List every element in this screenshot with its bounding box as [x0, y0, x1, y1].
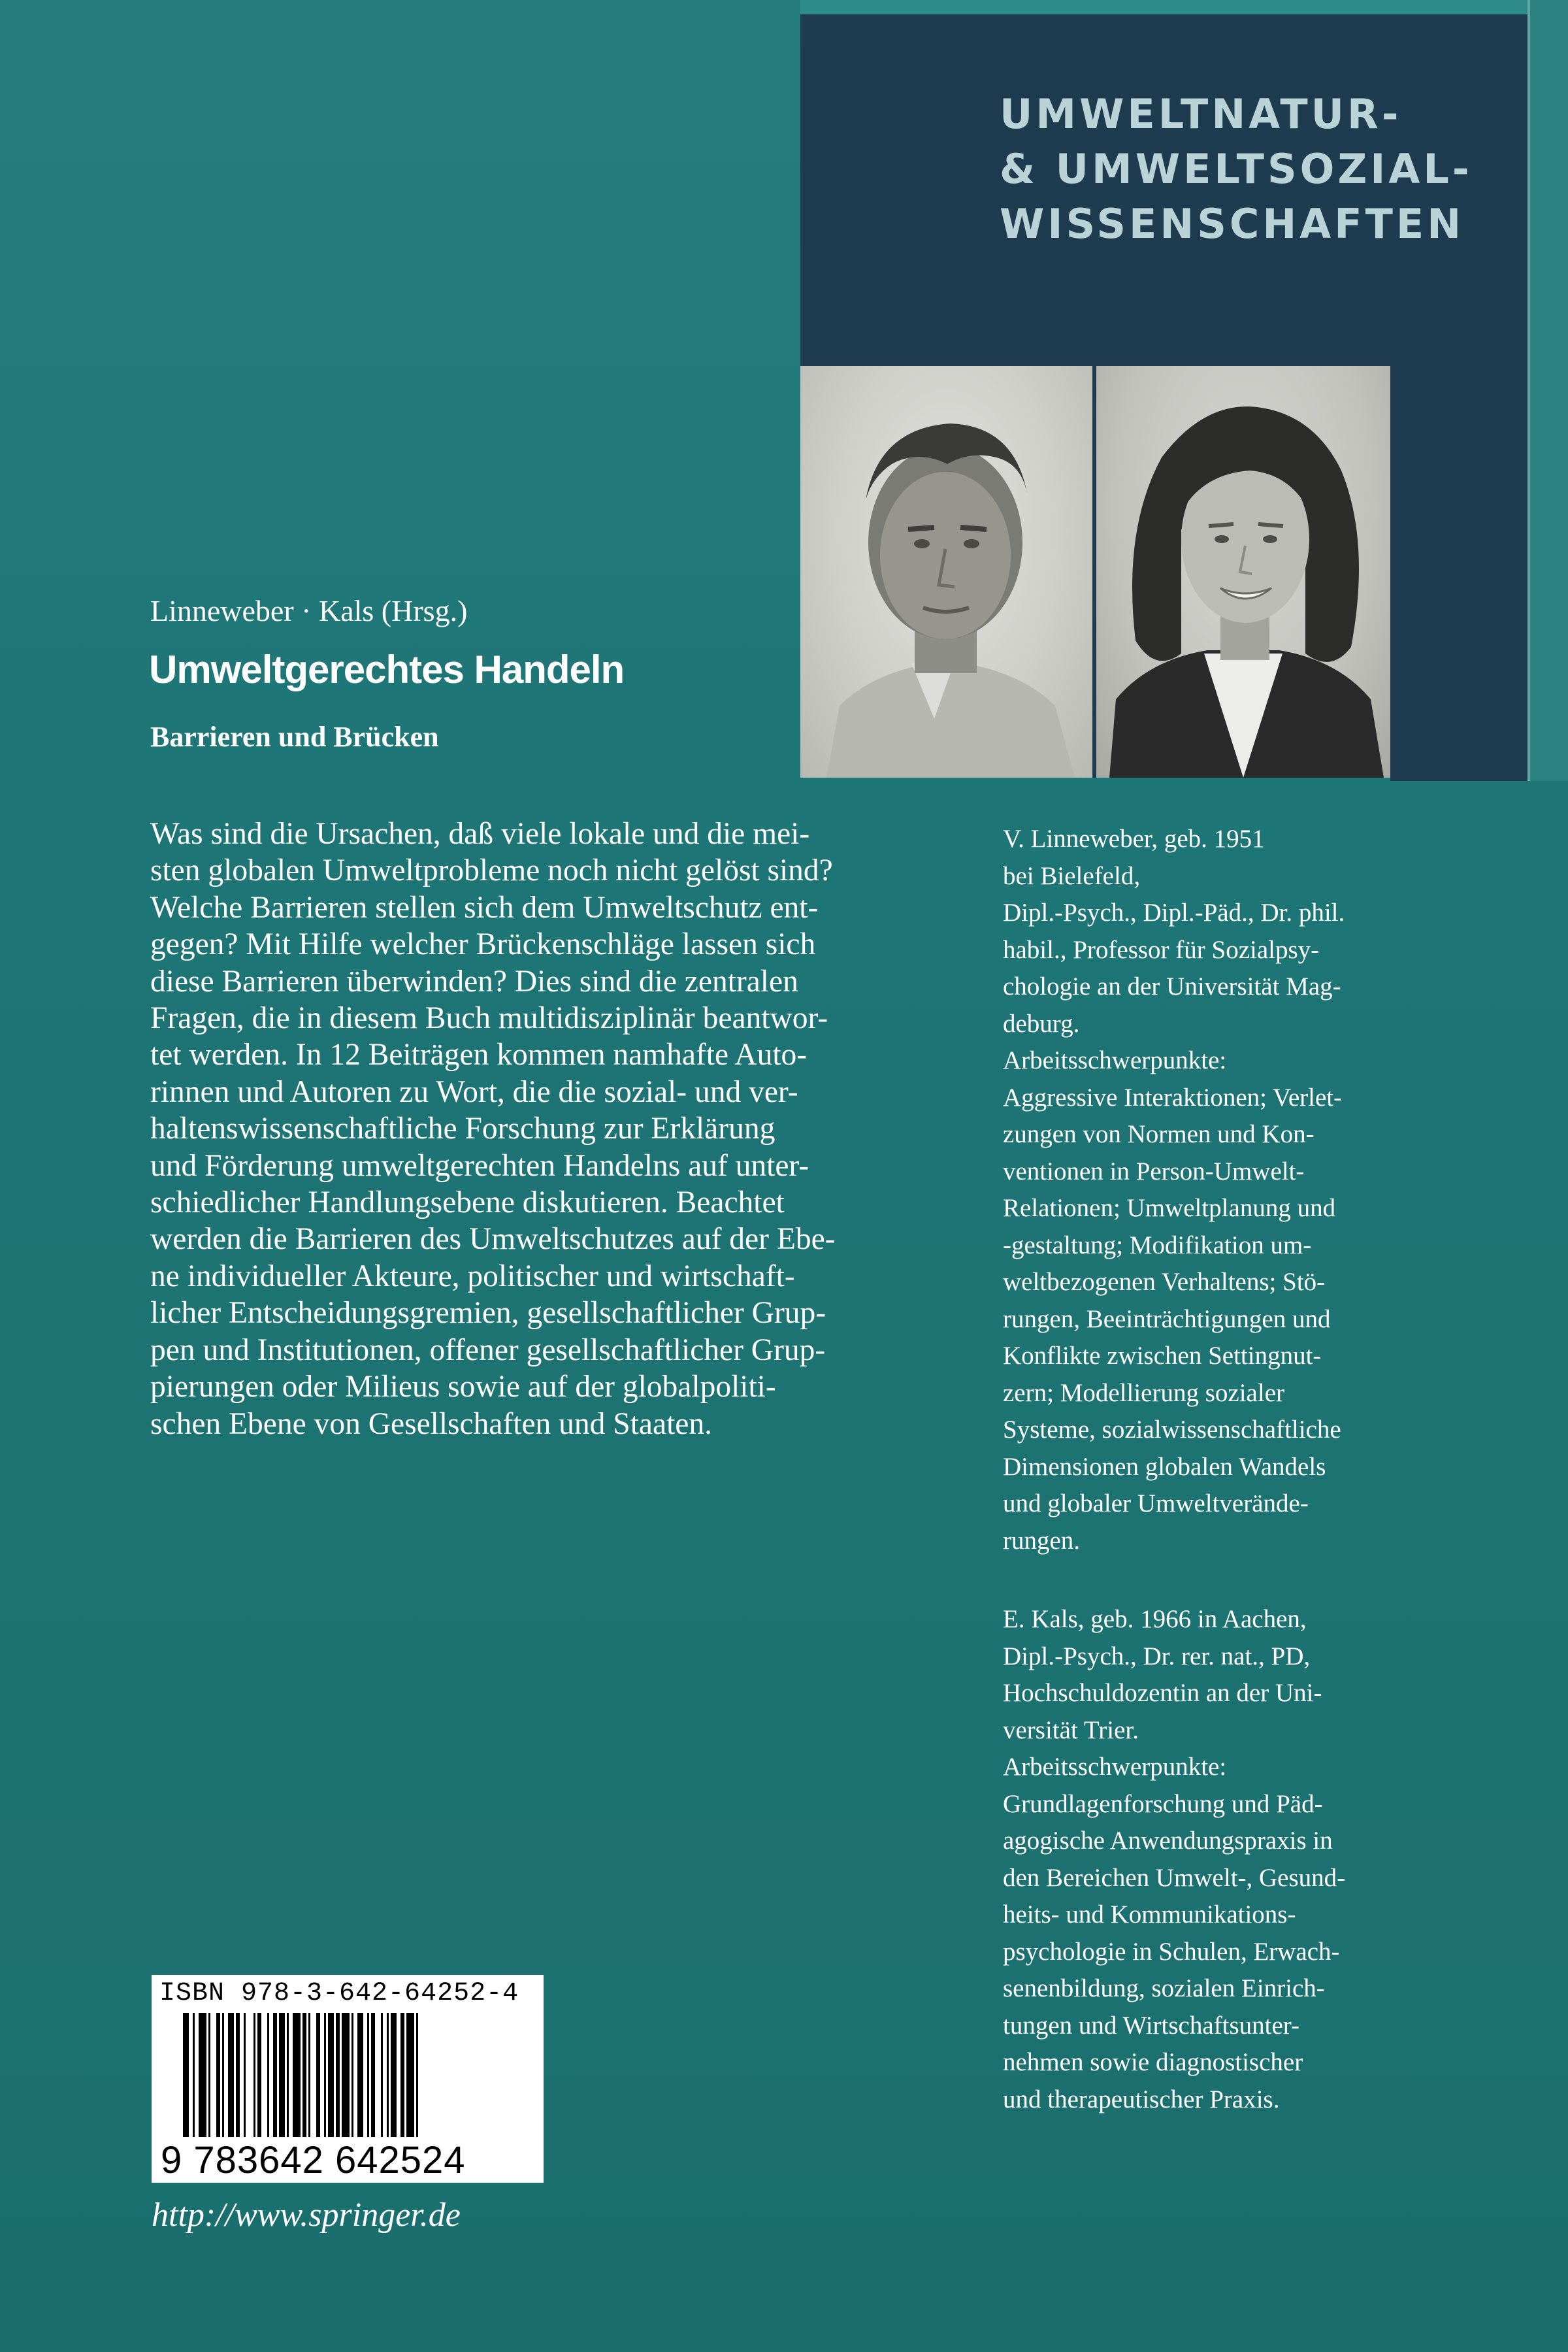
top-edge-band — [800, 0, 1568, 14]
publisher-url[interactable]: http://www.springer.de — [152, 2196, 461, 2234]
barcode-bar — [208, 2013, 210, 2137]
barcode-bar — [328, 2013, 334, 2137]
bio-line: Arbeitsschwerpunkte: — [1003, 1753, 1227, 1781]
series-title — [1000, 87, 1509, 252]
isbn-label: ISBN 978-3-642-64252-4 — [159, 1979, 519, 2008]
description-line: rinnen und Autoren zu Wort, die die sozial- und ver- — [150, 1074, 798, 1109]
bio-line: Dimensionen globalen Wandels — [1003, 1452, 1326, 1481]
spine-side-strip — [1527, 0, 1568, 781]
barcode-bar — [183, 2013, 189, 2137]
description-line: sten globalen Umweltprobleme noch nicht gelöst sind? — [150, 853, 833, 888]
barcode-bars — [183, 2013, 523, 2137]
description-line: und Förderung umweltgerechten Handelns auf unter- — [150, 1148, 809, 1183]
bio-line: Konflikte zwischen Settingnut- — [1003, 1342, 1322, 1370]
barcode-bar — [199, 2013, 206, 2137]
barcode-bar — [406, 2013, 414, 2137]
bio-line: Relationen; Umweltplanung und — [1003, 1194, 1336, 1222]
barcode-bar — [236, 2013, 240, 2137]
barcode-bar — [387, 2013, 389, 2137]
author-bio-kals — [1003, 1601, 1519, 2118]
book-title: Umweltgerechtes Handeln — [149, 648, 625, 691]
description-line: Was sind die Ursachen, daß viele lokale und die mei- — [150, 817, 810, 851]
bio-line: zungen von Normen und Kon- — [1003, 1120, 1315, 1148]
barcode-bar — [228, 2013, 234, 2137]
bio-line: und globaler Umweltverände- — [1003, 1489, 1309, 1517]
description-line: tet werden. In 12 Beiträgen kommen namhafte Auto- — [150, 1038, 808, 1072]
barcode-bar — [293, 2013, 301, 2137]
barcode-bar — [391, 2013, 397, 2137]
barcode-bar — [371, 2013, 375, 2137]
bio-line: senenbildung, sozialen Einrich- — [1003, 1974, 1325, 2002]
barcode-bar — [302, 2013, 306, 2137]
bio-line: Systeme, sozialwissenschaftliche — [1003, 1416, 1341, 1444]
description-line: Welche Barrieren stellen sich dem Umweltschutz ent- — [150, 890, 819, 925]
bio-line: agogische Anwendungspraxis in — [1003, 1827, 1333, 1855]
bio-line: rungen, Beeinträchtigungen und — [1003, 1304, 1331, 1333]
bio-line: Hochschuldozentin an der Uni- — [1003, 1679, 1322, 1707]
description-line: pen und Institutionen, offener gesellschaftlicher Grup- — [150, 1333, 826, 1367]
description-line: schiedlicher Handlungsebene diskutieren. Beachtet — [150, 1185, 785, 1220]
barcode-bar — [381, 2013, 383, 2137]
bio-line: nehmen sowie diagnostischer — [1003, 2048, 1303, 2076]
barcode-bar — [253, 2013, 255, 2137]
bio-line: habil., Professor für Sozialpsy- — [1003, 935, 1320, 964]
barcode-bar — [216, 2013, 220, 2137]
barcode-bar — [351, 2013, 353, 2137]
bio-line: zern; Modellierung sozialer — [1003, 1378, 1284, 1407]
bio-line: deburg. — [1003, 1009, 1080, 1038]
isbn-barcode — [152, 1975, 544, 2183]
description-line: ne individueller Akteure, politischer und wirtschaft- — [150, 1259, 795, 1293]
bio-line: den Bereichen Umwelt-, Gesund- — [1003, 1863, 1346, 1892]
description-line: werden die Barrieren des Umweltschutzes auf der Ebe- — [150, 1222, 836, 1257]
author-photo-kals — [1096, 366, 1390, 778]
bio-line: -gestaltung; Modifikation um- — [1003, 1231, 1312, 1259]
barcode-bar — [367, 2013, 369, 2137]
bio-line: Aggressive Interaktionen; Verlet- — [1003, 1083, 1343, 1112]
description-line: Fragen, die in diesem Buch multidisziplinär beantwor- — [150, 1001, 828, 1036]
bio-line: heits- und Kommunikations- — [1003, 1900, 1296, 1929]
bio-line: Grundlagenforschung und Päd- — [1003, 1789, 1323, 1818]
author-bio-linneweber — [1003, 821, 1519, 1559]
barcode-bar — [336, 2013, 340, 2137]
description-line: haltenswissenschaftliche Forschung zur Erklärung — [150, 1112, 776, 1146]
barcode-number: 9 783642 642524 — [161, 2139, 466, 2181]
photo-frame-edge — [1390, 366, 1527, 781]
bio-line: bei Bielefeld, — [1003, 861, 1141, 890]
barcode-bar — [193, 2013, 195, 2137]
bio-line: V. Linneweber, geb. 1951 — [1003, 825, 1265, 853]
series-title-line: WISSENSCHAFTEN — [1000, 200, 1465, 248]
bio-line: ventionen in Person-Umwelt- — [1003, 1157, 1305, 1185]
description-line: diese Barrieren überwinden? Dies sind die zentralen — [150, 964, 798, 999]
description-line: licher Entscheidungsgremien, gesellschaftlicher Grup- — [150, 1296, 826, 1331]
bio-line: versität Trier. — [1003, 1715, 1139, 1744]
barcode-bar — [357, 2013, 363, 2137]
barcode-bar — [222, 2013, 224, 2137]
bio-line: E. Kals, geb. 1966 in Aachen, — [1003, 1605, 1307, 1633]
series-title-line: & UMWELTSOZIAL- — [1000, 145, 1473, 193]
barcode-bar — [244, 2013, 246, 2137]
bio-line: psychologie in Schulen, Erwach- — [1003, 1937, 1340, 1966]
barcode-bar — [267, 2013, 269, 2137]
bio-line: chologie an der Universität Mag- — [1003, 972, 1341, 1001]
barcode-bar — [316, 2013, 320, 2137]
bio-line: Dipl.-Psych., Dr. rer. nat., PD, — [1003, 1642, 1311, 1670]
barcode-bar — [257, 2013, 261, 2137]
description-line: schen Ebene von Gesellschaften und Staaten. — [150, 1406, 712, 1441]
book-description — [150, 816, 1000, 1442]
barcode-bar — [287, 2013, 289, 2137]
barcode-bar — [308, 2013, 310, 2137]
description-line: pierungen oder Milieus sowie auf der globalpoliti- — [150, 1370, 776, 1404]
bio-line: weltbezogenen Verhaltens; Stö- — [1003, 1268, 1326, 1296]
series-title-line: UMWELTNATUR- — [1000, 90, 1402, 138]
book-subtitle: Barrieren und Brücken — [150, 721, 439, 753]
book-editors: Linneweber · Kals (Hrsg.) — [150, 594, 468, 627]
barcode-bar — [416, 2013, 418, 2137]
barcode-bar — [273, 2013, 277, 2137]
barcode-bar — [400, 2013, 404, 2137]
bio-line: rungen. — [1003, 1526, 1081, 1555]
bio-line: und therapeutischer Praxis. — [1003, 2085, 1280, 2113]
barcode-bar — [324, 2013, 326, 2137]
bio-line: Dipl.-Psych., Dipl.-Päd., Dr. phil. — [1003, 899, 1345, 927]
barcode-bar — [342, 2013, 350, 2137]
barcode-bar — [279, 2013, 285, 2137]
author-photo-linneweber — [800, 366, 1092, 778]
bio-line: Arbeitsschwerpunkte: — [1003, 1046, 1227, 1074]
description-line: gegen? Mit Hilfe welcher Brückenschläge lassen sich — [150, 927, 816, 962]
bio-line: tungen und Wirtschaftsunter- — [1003, 2011, 1299, 2040]
